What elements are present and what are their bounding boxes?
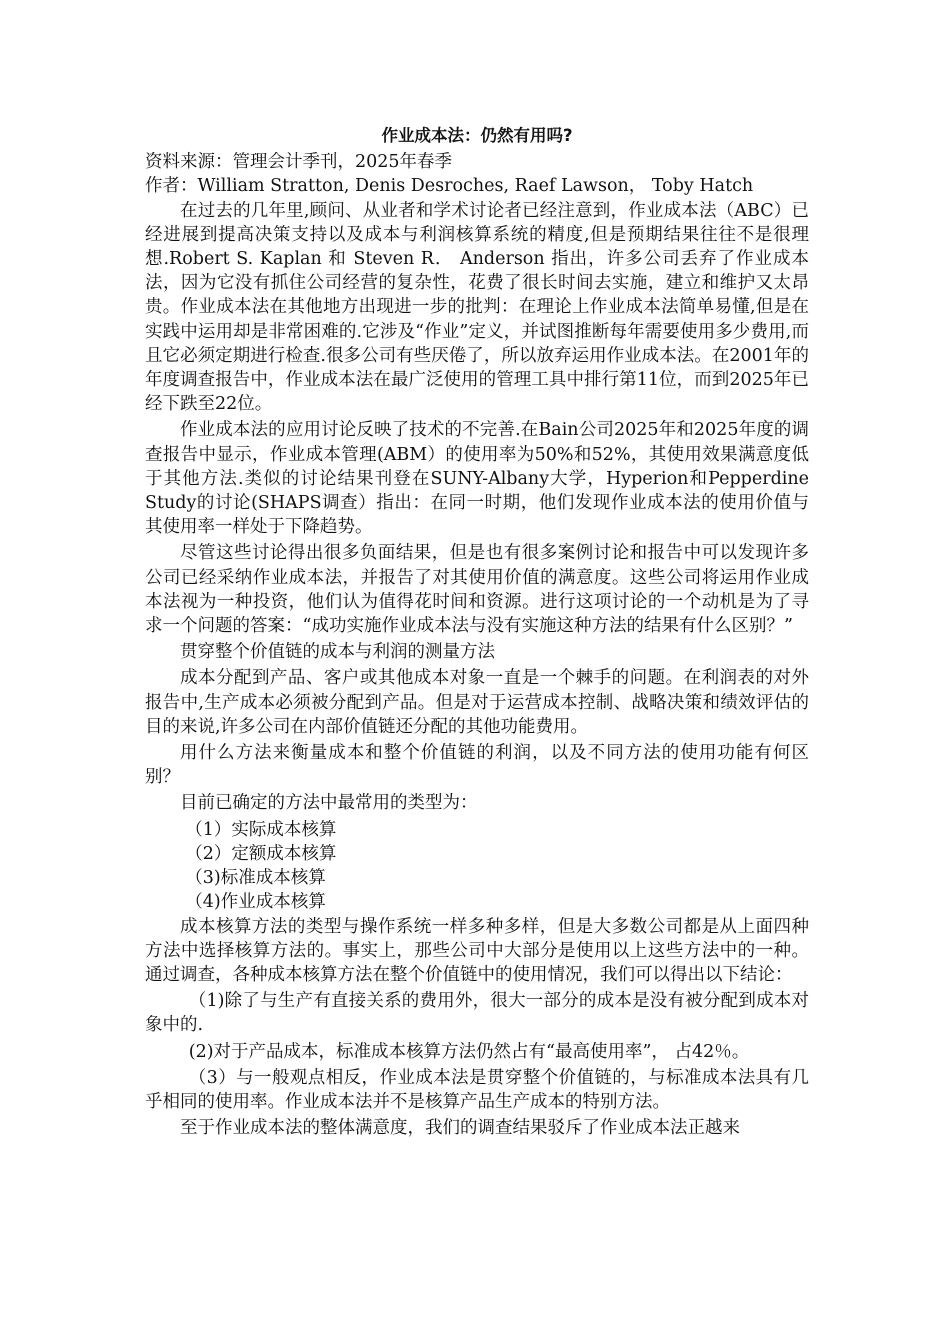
- body-paragraph: 目前已确定的方法中最常用的类型为：: [180, 793, 478, 814]
- body-paragraph: 在过去的几年里,顾问、从业者和学术讨论者已经注意到，作业成本法（ABC）已经进展到提高决策支持以及成本与利润核算系统的精度,但是预期结果往往不是很理想.Robert S. Kaplan 和 Steven R． Anderson 指出，许多公司丢弃了作业成本法，因为它没有抓住公司经营的复杂性，花费了很长时间去实施，建立和维护又太昂贵。作业成本法在其他地方出现进一步的批判：在理论上作业成本法简单易懂,但是在实践中运用却是非常困难的.它涉及“作业”定义，并试图推断每年需要使用多少费用,而且它必须定期进行检查.很多公司有些厌倦了，所以放弃运用作业成本法。在2001年的年度调查报告中，作业成本法在最广泛使用的管理工具中排行第11位，而到2025年已经下跌至22位。: [145, 200, 809, 415]
- body-paragraph: 成本核算方法的类型与操作系统一样多种多样，但是大多数公司都是从上面四种方法中选择核算方法的。事实上，那些公司中大部分是使用以上这些方法中的一种。通过调查，各种成本核算方法在整个价值链中的使用情况，我们可以得出以下结论：: [145, 916, 809, 985]
- document-title: 作业成本法：仍然有用吗?: [381, 126, 573, 145]
- authors-line: 作者：William Stratton, Denis Desroches, Raef Lawson， Toby Hatch: [145, 176, 754, 197]
- body-paragraph: 成本分配到产品、客户或其他成本对象一直是一个棘手的问题。在利润表的对外报告中,生产成本必须被分配到产品。但是对于运营成本控制、战略决策和绩效评估的目的来说,许多公司在内部价值链还分配的其他功能费用。: [145, 668, 809, 737]
- body-paragraph: 至于作业成本法的整体满意度，我们的调查结果驳斥了作业成本法正越来: [180, 1118, 740, 1139]
- method-list-item: （1）实际成本核算: [185, 819, 337, 840]
- source-line: 资料来源：管理会计季刊，2025年春季: [145, 152, 453, 173]
- body-paragraph: 用什么方法来衡量成本和整个价值链的利润，以及不同方法的使用功能有何区别？: [145, 743, 809, 788]
- method-list-item: （2）定额成本核算: [185, 843, 337, 864]
- method-list-item: （3)标准成本核算: [185, 868, 326, 889]
- document-page: [145, 124, 809, 1142]
- body-paragraph: 尽管这些讨论得出很多负面结果，但是也有很多案例讨论和报告中可以发现许多公司已经采纳作业成本法，并报告了对其使用价值的满意度。这些公司将运用作业成本法视为一种投资，他们认为值得花时间和资源。进行这项讨论的一个动机是为了寻求一个问题的答案：“成功实施作业成本法与没有实施这种方法的结果有什么区别？”: [145, 543, 809, 637]
- method-list-item: （4)作业成本核算: [185, 892, 326, 913]
- body-paragraph: 作业成本法的应用讨论反映了技术的不完善.在Bain公司2025年和2025年度的调查报告中显示，作业成本管理(ABM）的使用率为50%和52%，其使用效果满意度低于其他方法.类似的讨论结果刊登在SUNY-Albany大学，Hyperion和Pepperdine Study的讨论(SHAPS调查）指出：在同一时期，他们发现作业成本法的使用价值与其使用率一样处于下降趋势。: [145, 420, 809, 538]
- conclusion-item: （3）与一般观点相反，作业成本法是贯穿整个价值链的，与标准成本法具有几乎相同的使用率。作业成本法并不是核算产品生产成本的特别方法。: [145, 1067, 809, 1112]
- conclusion-item: (2)对于产品成本，标准成本核算方法仍然占有“最高使用率”， 占42％。: [188, 1041, 750, 1062]
- conclusion-item: （1)除了与生产有直接关系的费用外，很大一部分的成本是没有被分配到成本对象中的.: [145, 991, 809, 1036]
- section-heading: 贯穿整个价值链的成本与利润的测量方法: [180, 642, 495, 663]
